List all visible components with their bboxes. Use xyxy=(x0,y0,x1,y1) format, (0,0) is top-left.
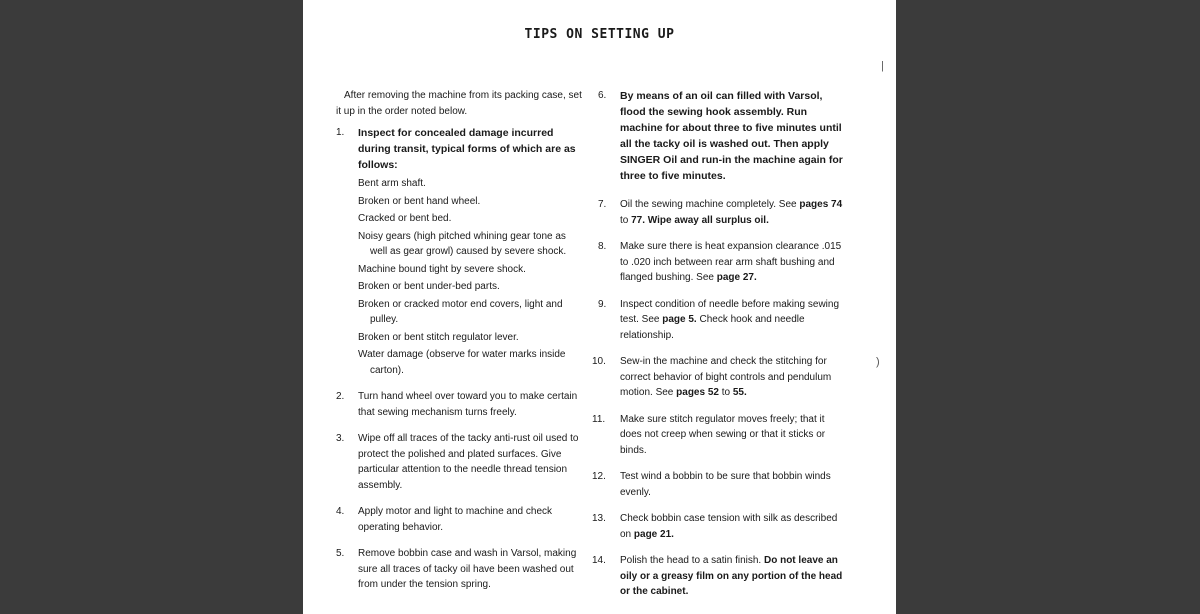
list-item-14 xyxy=(592,553,848,600)
damage-item: Noisy gears (high pitched whining gear tone as well as gear growl) caused by severe shock. xyxy=(358,230,567,257)
list-item-10 xyxy=(592,354,848,401)
item-number: 1. xyxy=(336,127,345,138)
item-number: 7. xyxy=(598,199,607,210)
damage-list xyxy=(358,176,583,378)
item-text: Remove bobbin case and wash in Varsol, making sure all traces of tacky oil have been washed out from under the tension spring. xyxy=(358,548,577,590)
item-text: Make sure stitch regulator moves freely; that it does not creep when sewing or that it sticks or binds. xyxy=(620,413,826,456)
page-ref: 77. Wipe away all surplus oil. xyxy=(631,214,769,226)
page-ref: pages 52 xyxy=(676,387,719,398)
damage-item: Broken or bent stitch regulator lever. xyxy=(358,331,519,343)
item-10-text: Sew-in the machine and check the stitching for correct behavior of bight controls and pendulum motion. See xyxy=(620,356,832,398)
page-ref: pages 74 xyxy=(799,199,843,210)
list-item-11 xyxy=(592,412,848,459)
page-ref: page 5. xyxy=(662,314,697,325)
item-number: 8. xyxy=(598,241,607,252)
item-number: 6. xyxy=(598,90,607,101)
page-ref: page 27. xyxy=(716,272,757,283)
list-item-8 xyxy=(598,239,848,286)
item-13-text: Check bobbin case tension with silk as described on xyxy=(620,513,838,540)
item-text xyxy=(620,511,848,542)
list-item-2 xyxy=(336,389,583,420)
item-14-text: Polish the head to a satin finish. xyxy=(620,555,764,566)
item-number: 9. xyxy=(598,298,607,310)
list-item-13 xyxy=(592,511,848,542)
item-number: 2. xyxy=(336,391,345,402)
item-text: By means of an oil can filled with Varsol, flood the sewing hook assembly. Run machine for about three to five minutes until all the tacky oil is washed out. Then apply SINGER Oil and run-in the machine again for three to five minutes. xyxy=(620,90,843,182)
item-text: Turn hand wheel over toward you to make certain that sewing mechanism turns freely. xyxy=(358,391,578,418)
damage-item: Broken or cracked motor end covers, light and pulley. xyxy=(358,298,563,325)
item-number: 4. xyxy=(336,506,345,517)
item-9-text-a: Inspect condition of needle before making sewing test. See xyxy=(620,298,840,325)
item-number: 11. xyxy=(592,413,606,425)
item-text xyxy=(620,297,848,344)
item-number: 12. xyxy=(592,471,606,482)
margin-mark: | xyxy=(881,60,884,72)
item-text: Wipe off all traces of the tacky anti-rust oil used to protect the polished and plated surfaces. Give particular attention to the needle thread tension assembly. xyxy=(358,433,579,491)
list-item-3 xyxy=(336,431,583,493)
item-number: 10. xyxy=(592,356,606,367)
list-item-7 xyxy=(598,197,848,228)
damage-item: Broken or bent hand wheel. xyxy=(358,195,481,207)
warning-text: Do not leave an oily or a greasy film on any portion of the head or the cabinet. xyxy=(620,555,843,597)
page-title: TIPS ON SETTING UP xyxy=(524,27,675,42)
item-number: 5. xyxy=(336,548,345,559)
list-item-4 xyxy=(336,504,583,535)
list-item-1 xyxy=(336,125,583,378)
item-text xyxy=(620,197,848,228)
item-text xyxy=(620,239,848,286)
right-column xyxy=(592,88,848,611)
item-9-text-b: Check hook and needle relationship. xyxy=(620,314,805,341)
margin-mark: ) xyxy=(876,356,880,368)
damage-item: Bent arm shaft. xyxy=(358,178,426,189)
item-text: Apply motor and light to machine and check operating behavior. xyxy=(358,506,552,533)
item-1-heading: Inspect for concealed damage incurred during transit, typical forms of which are as follows: xyxy=(358,127,576,171)
item-number: 13. xyxy=(592,513,606,524)
document-page xyxy=(303,0,896,614)
item-text xyxy=(620,354,848,401)
list-item-5 xyxy=(336,546,583,593)
item-7-text-b: to xyxy=(620,214,632,226)
page-ref: page 21. xyxy=(633,528,674,540)
item-text: Test wind a bobbin to be sure that bobbin winds evenly. xyxy=(620,471,831,498)
item-7-text-a: Oil the sewing machine completely. See xyxy=(620,199,800,210)
item-10-mid: to xyxy=(718,387,733,398)
damage-item: Machine bound tight by severe shock. xyxy=(358,263,526,275)
damage-item: Broken or bent under-bed parts. xyxy=(358,281,500,292)
damage-item: Water damage (observe for water marks inside carton). xyxy=(358,349,566,376)
damage-item: Cracked or bent bed. xyxy=(358,213,452,224)
list-item-6 xyxy=(598,88,848,184)
item-number: 14. xyxy=(592,555,606,566)
left-column xyxy=(336,88,583,604)
list-item-12 xyxy=(592,469,848,500)
intro-text: After removing the machine from its packing case, set it up in the order noted below. xyxy=(336,90,582,117)
item-number: 3. xyxy=(336,433,345,444)
page-ref: 55. xyxy=(732,387,747,398)
item-text xyxy=(620,553,848,600)
item-8-text: Make sure there is heat expansion clearance .015 to .020 inch between rear arm shaft bushing and flanged bushing. See xyxy=(620,241,842,283)
list-item-9 xyxy=(598,297,848,344)
